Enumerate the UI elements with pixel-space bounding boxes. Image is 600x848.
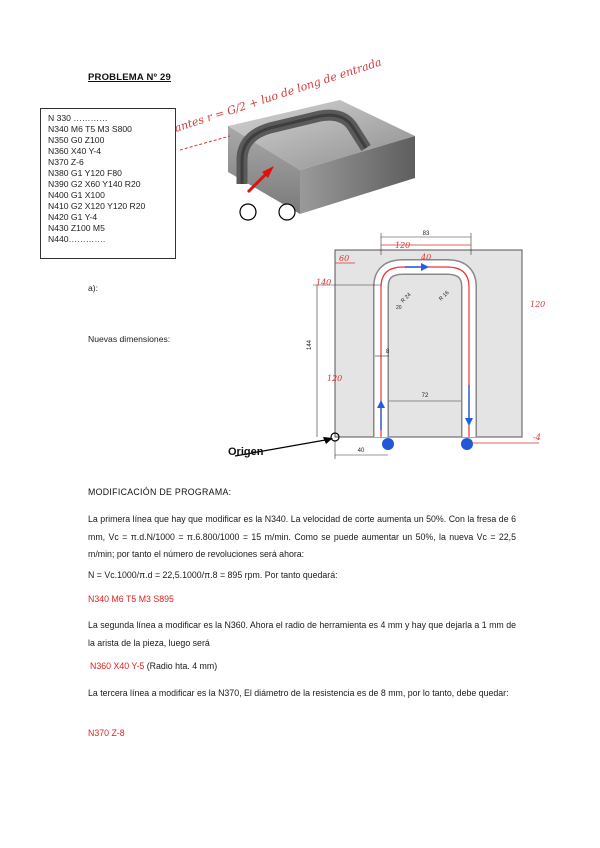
code-line: N390 G2 X60 Y140 R20 xyxy=(48,179,141,189)
start-point xyxy=(382,438,394,450)
modification-heading: MODIFICACIÓN DE PROGRAMA: xyxy=(88,487,232,497)
paragraph-3: La tercera línea a modificar es la N370, El diámetro de la resistencia es de 8 mm, por lo tanto, debe quedar: xyxy=(88,688,509,698)
origin-arrowhead xyxy=(323,437,333,444)
dim-83: 83 xyxy=(422,231,430,237)
code-line: N340 M6 T5 M3 S800 xyxy=(48,124,132,134)
radius-r24: R 24 xyxy=(400,291,413,305)
note-leader-line xyxy=(180,136,230,150)
dim-8: 8 xyxy=(386,349,390,355)
code-line: N 330 ………… xyxy=(48,113,108,123)
modified-line-n370: N370 Z-8 xyxy=(88,728,125,738)
hand-40: 40 xyxy=(421,253,432,262)
end-point xyxy=(461,438,473,450)
code-line: N430 Z100 M5 xyxy=(48,223,105,233)
label-nuevas-dimensiones: Nuevas dimensiones: xyxy=(88,334,171,344)
dim-72: 72 xyxy=(421,393,429,399)
small-20: 20 xyxy=(396,305,402,311)
modified-line-n360-row xyxy=(90,658,518,676)
entry-hole-right xyxy=(279,204,295,220)
handwritten-note xyxy=(150,55,384,168)
code-line: N440…………. xyxy=(48,234,106,244)
code-line: N410 G2 X120 Y120 R20 xyxy=(48,201,146,211)
modified-line-n340: N340 M6 T5 M3 S895 xyxy=(88,594,174,604)
hand-120-right: 120 xyxy=(530,300,546,309)
tool-radius-note: (Radio hta. 4 mm) xyxy=(146,661,218,671)
handwritten-note-text: antes r = G/2 + luo de long de entrada xyxy=(172,55,384,135)
code-line: N370 Z-6 xyxy=(48,157,84,167)
code-line: N350 G0 Z100 xyxy=(48,135,105,145)
entry-hole-left xyxy=(240,204,256,220)
paragraph-1: La primera línea que hay que modificar es la N340. La velocidad de corte aumenta un 50%. Con la fresa de 6 mm, Vc = π.d.N/1000 = π.6.800/1000 = 15 m/min. Como se puede aumentar un 50%, la nueva Vc = 22,5 m/min; por tanto el número de revoluciones será ahora: xyxy=(88,514,516,560)
label-a: a): xyxy=(88,283,99,293)
hand-minus4: -4 xyxy=(533,433,541,442)
radius-r16: R 16 xyxy=(438,289,451,303)
paragraph-2: La segunda línea a modificar es la N360. Ahora el radio de herramienta es 4 mm y hay que dejarla a 1 mm de la arista de la pieza, luego será xyxy=(88,620,516,648)
hand-60: 60 xyxy=(339,254,350,263)
modified-line-n360: N360 X40 Y-5 xyxy=(90,661,145,671)
origin-label: Origen xyxy=(228,446,264,458)
hand-120-left: 120 xyxy=(327,374,343,383)
hand-120-top: 120 xyxy=(395,241,411,250)
technical-drawing xyxy=(295,225,555,470)
plate xyxy=(335,250,522,437)
dim-40: 40 xyxy=(357,448,365,454)
page-title: PROBLEMA Nº 29 xyxy=(88,72,171,83)
code-line: N400 G1 X100 xyxy=(48,190,105,200)
code-line: N380 G1 Y120 F80 xyxy=(48,168,122,178)
dim-144: 144 xyxy=(307,339,313,350)
code-line: N360 X40 Y-4 xyxy=(48,146,102,156)
hand-140: 140 xyxy=(316,278,332,287)
code-line: N420 G1 Y-4 xyxy=(48,212,98,222)
formula: N = Vc.1000/π.d = 22,5.1000/π.8 = 895 rpm. Por tanto quedará: xyxy=(88,570,338,580)
